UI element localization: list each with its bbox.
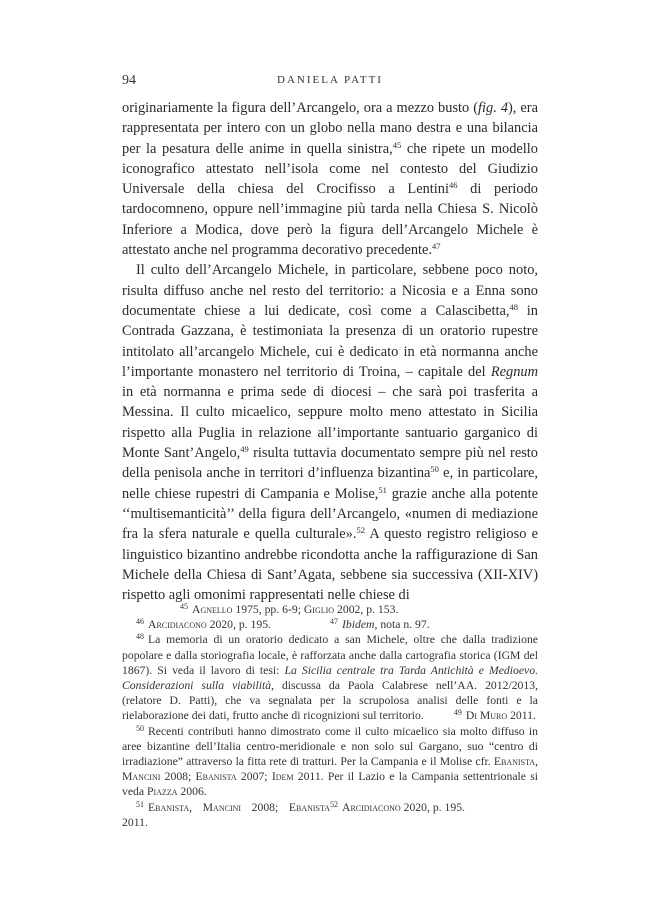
footnote-text: 2007; [236,770,272,784]
footnote-48 [122,632,538,723]
thesis-title: La Sicilia centrale tra Tarda Antichità e Medioevo. Considerazioni sulla viabilità [122,663,538,693]
paragraph-1-text: originariamente la figura dell’Arcangelo, ora a mezzo busto ( [122,100,479,116]
citation-author: Agnello [192,603,233,616]
footnote-ref-51: 51 [378,484,387,495]
footnote-ref-52: 52 [356,525,365,536]
footnote-number: 45 [180,602,188,611]
footnote-number: 48 [136,632,144,642]
footnote-ref-47: 47 [432,241,441,252]
footnote-text: 2011. [507,709,536,723]
citation-author: Di Muro [465,709,508,723]
footnote-text: 1975, pp. 6-9; [232,603,304,616]
citation-author: Piazza [146,785,178,799]
footnote-46 [122,617,330,632]
footnote-47 [330,617,538,632]
footnote-number: 52 [330,799,338,809]
paragraph-2-text: Il culto dell’Arcangelo Michele, in particolare, sebbene poco noto, risulta diffuso anche nel resto del territorio: a Nicosia e a Enna sono documentate chiese a lui dedicate, così come a Calascibetta, [122,262,538,319]
paragraph-2-text: in Contrada Gazzana, è testimoniata la presenza di un oratorio rupestre intitolato all’arcangelo Michele, cui è dedicato in età normanna anche l’importante monastero nel territorio di Troina, – capitale del [122,302,538,380]
citation-italic: Ibidem [342,618,375,632]
footnote-text: , nota n. 97. [374,618,430,632]
citation-author: Arcidiacono [342,800,401,814]
footnote-51 [122,800,330,830]
footnote-text: 2020, p. 195. [206,618,271,632]
footnote-text: 2006. [177,785,207,799]
paragraph-2-text: e, in particolare, nelle chiese rupestri di Campania e Molise, [122,465,538,502]
footnote-number: 46 [136,617,144,627]
figure-reference: fig. 4 [478,100,509,116]
citation-author: Idem [271,770,294,784]
footnote-ref-48: 48 [509,301,519,312]
footnote-row-46-47 [122,617,538,632]
paragraph-2-text: A questo registro religioso e linguistico bizantino andrebbe ricondotta anche la raffigurazione di San Michele della Chiesa di Sant’Agata, sebbene sia successiva (XII-XIV) rispetto agli omonimi rappresentati nelle chiese di [122,526,538,604]
footnote-text: 2008; [241,800,289,814]
footnote-number: 51 [136,799,144,809]
citation-author: Giglio [303,603,335,616]
citation-author: Ebanista [195,770,237,784]
footnote-ref-49: 49 [240,444,249,455]
footnote-text: , discussa da Paola Calabrese nell’AA. 2012/2013, (relatore D. Patti), che va segnalata per la scrupolosa analisi delle fonti e la rielaborazione dei dati, frutto anche di ricognizioni sul territorio. [122,679,538,723]
citation-author: Ebanista [288,800,331,814]
footnote-ref-45: 45 [392,139,402,150]
running-header [122,73,538,91]
footnote-ref-50: 50 [430,464,439,475]
footnote-ref-46: 46 [449,180,458,191]
citation-author: Ebanista, Mancini [122,755,538,784]
page-number: 94 [122,73,136,88]
paragraph-1-text: di periodo tardocomneno, oppure nell’immagine più tarda nella Chiesa S. Nicolò Inferiore a Modica, dove però la figura dell’Arcangelo Michele è attestato anche nel programma decorativo precedente. [122,181,539,259]
paragraph-1 [122,98,538,260]
citation-author: Ebanista, Mancini [148,800,242,814]
paragraph-2-text: risulta tuttavia documentato sempre più nel resto della penisola anche in territori d’influenza bizantina [122,445,539,482]
paragraph-2 [122,260,538,605]
footnote-text: 2008; [160,770,196,784]
footnote-number: 47 [330,617,338,627]
footnote-number-49: 49 [453,708,462,718]
footnote-text: Recenti contributi hanno dimostrato come il culto micaelico sia molto diffuso in aree bizantine dell’Italia centro-meridionale e non solo sul Gargano, suo “centro di irradiazione” attraverso la fitta rete di tratturi. Per la Campania e il Molise cfr. [122,724,538,769]
footnote-52 [330,800,538,830]
footnote-45 [122,602,538,617]
citation-author: Arcidiacono [148,618,207,632]
paragraph-2-text: grazie anche alla potente ‘‘multisemanticità’’ della figura dell’Arcangelo, «numen di mediazione fra la sfera naturale e quella culturale». [122,485,539,543]
paragraph-2-text: in età normanna e prima sede di diocesi – che sarà poi trasferita a Messina. Il culto micaelico, seppure molto meno attestato in Sicilia rispetto alla Puglia in relazione all’importante santuario garganico di Monte Sant’Angelo, [122,384,538,462]
footnote-text: 2002, p. 153. [334,603,399,616]
footnote-text: 2011. [122,815,148,829]
paragraph-1-text: che ripete un modello iconografico attestato nell’isola come nel contesto del Giudizio Universale della chiesa del Crocifisso a Lentini [122,140,538,198]
footnote-text: 2020, p. 195. [400,800,465,814]
footnotes [122,602,538,830]
footnote-row-51-52 [122,800,538,830]
footnote-text: 2011. Per il Lazio e la Campania settentrionale si veda [122,770,539,799]
running-header-author: DANIELA PATTI [277,74,383,86]
footnote-50 [122,724,538,800]
regnum-italic: Regnum [490,363,538,380]
paragraph-1-text: ), era rappresentata per intero con un globo nella mano destra e una bilancia per la pesatura delle anime in quella sinistra, [122,100,538,157]
footnote-text: La memoria di un oratorio dedicato a san Michele, oltre che dalla tradizione popolare e dalla storiografia locale, è rafforzata anche dalla cartografia storica (IGM del 1867). Si veda il lavoro di tesi: [122,633,538,677]
body-text [122,98,538,605]
footnote-number: 50 [136,723,144,733]
